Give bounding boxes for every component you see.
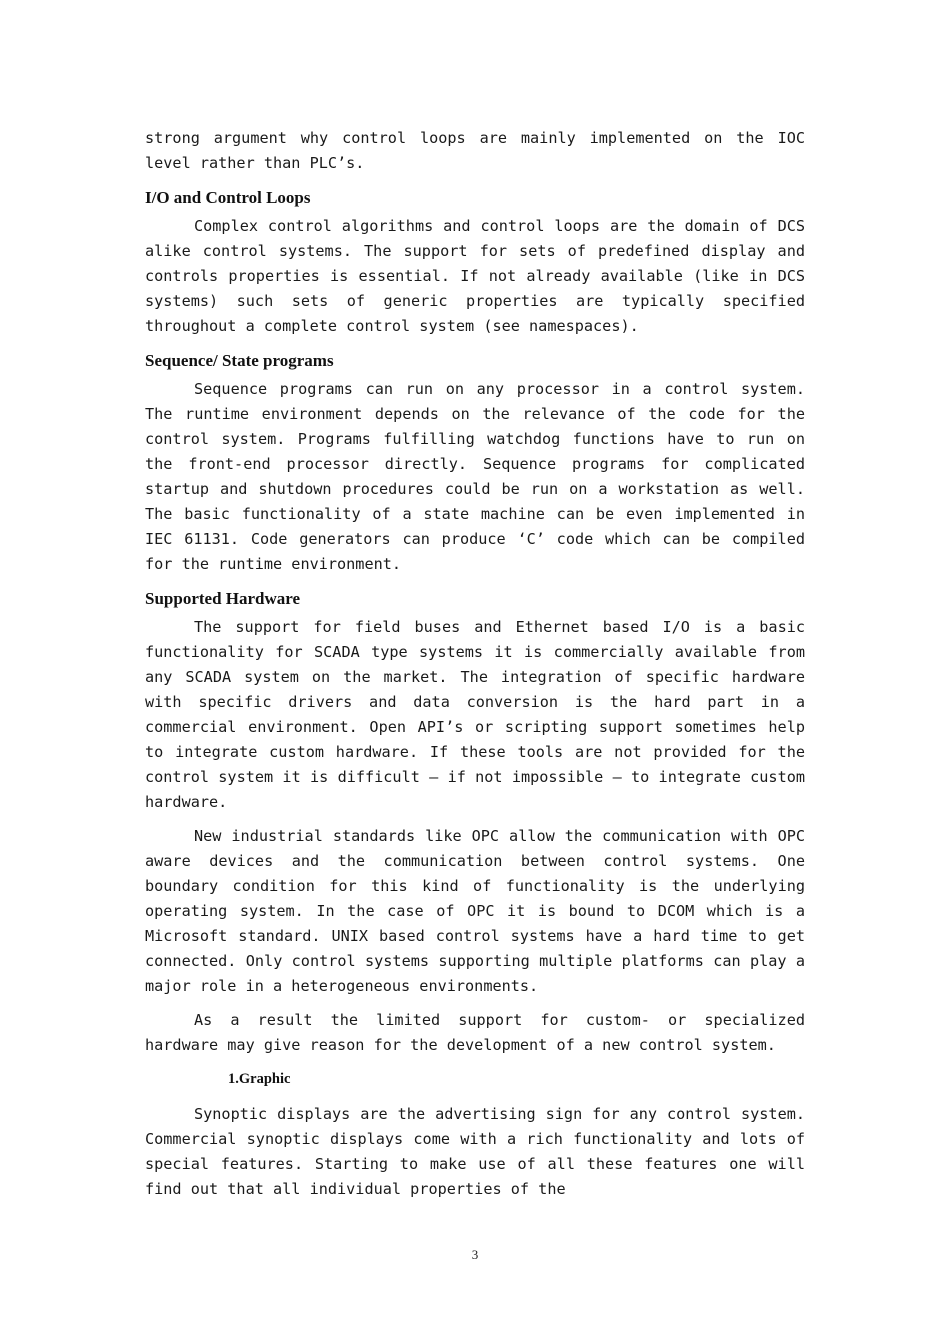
supported-hardware-paragraph-2: New industrial standards like OPC allow the communication with OPC aware devices and the communication between control systems. One boundary condition for this kind of functionality is the underlying operating system. In the case of OPC it is bound to DCOM which is a Microsoft standard. UNIX based control systems have a hard time to get connected. Only control systems supporting multiple platforms can play a major role in a heterogeneous environments. — [145, 827, 805, 995]
sequence-state-programs-heading: Sequence/ State programs — [145, 351, 334, 370]
supported-hardware-paragraph-1: The support for field buses and Ethernet based I/O is a basic functionality for SCADA type systems it is commercially available from any SCADA system on the market. The integration of specific hardware with specific drivers and data conversion is the hard part in a commercial environment. Open API’s or scripting support sometimes help to integrate custom hardware. If these tools are not provided for the control system it is difficult – if not impossible – to integrate custom hardware. — [145, 618, 805, 811]
document-page — [145, 126, 805, 1211]
supported-hardware-paragraph-3: As a result the limited support for custom- or specialized hardware may give reason for the development of a new control system. — [145, 1011, 805, 1054]
io-control-loops-heading: I/O and Control Loops — [145, 188, 311, 207]
graphic-paragraph: Synoptic displays are the advertising sign for any control system. Commercial synoptic displays come with a rich functionality and lots of special features. Starting to make use of all these features one will find out that all individual properties of the — [145, 1105, 805, 1198]
graphic-subheading: 1.Graphic — [228, 1071, 291, 1087]
page-number: 3 — [471, 1247, 479, 1262]
intro-continuation-paragraph: strong argument why control loops are mainly implemented on the IOC level rather than PLC’s. — [145, 129, 805, 172]
supported-hardware-heading: Supported Hardware — [145, 589, 301, 608]
io-control-loops-paragraph: Complex control algorithms and control loops are the domain of DCS alike control systems. The support for sets of predefined display and controls properties is essential. If not already available (like in DCS systems) such sets of generic properties are typically specified throughout a complete control system (see namespaces). — [145, 217, 805, 335]
sequence-state-programs-paragraph: Sequence programs can run on any processor in a control system. The runtime environment depends on the relevance of the code for the control system. Programs fulfilling watchdog functions have to run on the front-end processor directly. Sequence programs for complicated startup and shutdown procedures could be run on a workstation as well. The basic functionality of a state machine can be even implemented in IEC 61131. Code generators can produce ‘C’ code which can be compiled for the runtime environment. — [145, 380, 805, 573]
